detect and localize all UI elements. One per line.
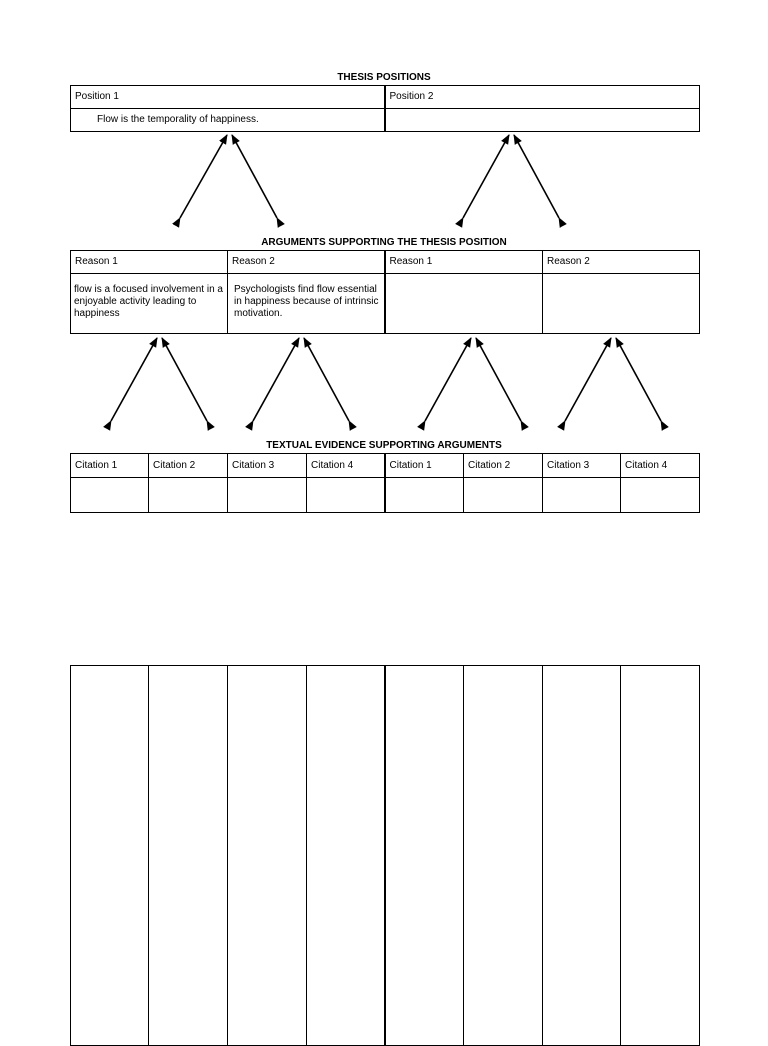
citation-3-label: Citation 3 bbox=[228, 454, 307, 478]
double-headed-arrow-icon bbox=[565, 338, 611, 421]
position-1-label: Position 1 bbox=[71, 86, 385, 109]
citation-3-label-b: Citation 3 bbox=[543, 454, 621, 478]
citation-4-label-b: Citation 4 bbox=[621, 454, 700, 478]
citation-4-label: Citation 4 bbox=[307, 454, 385, 478]
position-1-text[interactable]: Flow is the temporality of happiness. bbox=[71, 109, 385, 132]
citation-2-label-b: Citation 2 bbox=[464, 454, 543, 478]
double-headed-arrow-icon bbox=[514, 135, 559, 218]
double-headed-arrow-icon bbox=[232, 135, 277, 218]
double-headed-arrow-icon bbox=[463, 135, 509, 218]
double-headed-arrow-icon bbox=[253, 338, 299, 421]
thesis-positions-heading: THESIS POSITIONS bbox=[337, 72, 431, 83]
reason-1-label: Reason 1 bbox=[71, 251, 228, 274]
double-headed-arrow-icon bbox=[111, 338, 157, 421]
citation-1-label: Citation 1 bbox=[71, 454, 149, 478]
reason-1-text[interactable]: flow is a focused involvement in a enjoyable activity leading to happiness bbox=[71, 274, 228, 334]
reason-2-label-b: Reason 2 bbox=[543, 251, 700, 274]
citation-1-label-b: Citation 1 bbox=[385, 454, 464, 478]
double-headed-arrow-icon bbox=[616, 338, 661, 421]
double-headed-arrow-icon bbox=[180, 135, 227, 218]
double-headed-arrow-icon bbox=[425, 338, 471, 421]
double-headed-arrow-icon bbox=[476, 338, 521, 421]
double-headed-arrow-icon bbox=[162, 338, 207, 421]
reason-2-label: Reason 2 bbox=[228, 251, 385, 274]
reason-2-text[interactable]: Psychologists find flow essential in happiness because of intrinsic motivation. bbox=[228, 274, 385, 334]
evidence-heading: TEXTUAL EVIDENCE SUPPORTING ARGUMENTS bbox=[266, 440, 502, 451]
citation-2-label: Citation 2 bbox=[149, 454, 228, 478]
position-2-label: Position 2 bbox=[385, 86, 700, 109]
double-headed-arrow-icon bbox=[304, 338, 349, 421]
reason-1-label-b: Reason 1 bbox=[385, 251, 543, 274]
arguments-heading: ARGUMENTS SUPPORTING THE THESIS POSITION bbox=[261, 237, 507, 248]
